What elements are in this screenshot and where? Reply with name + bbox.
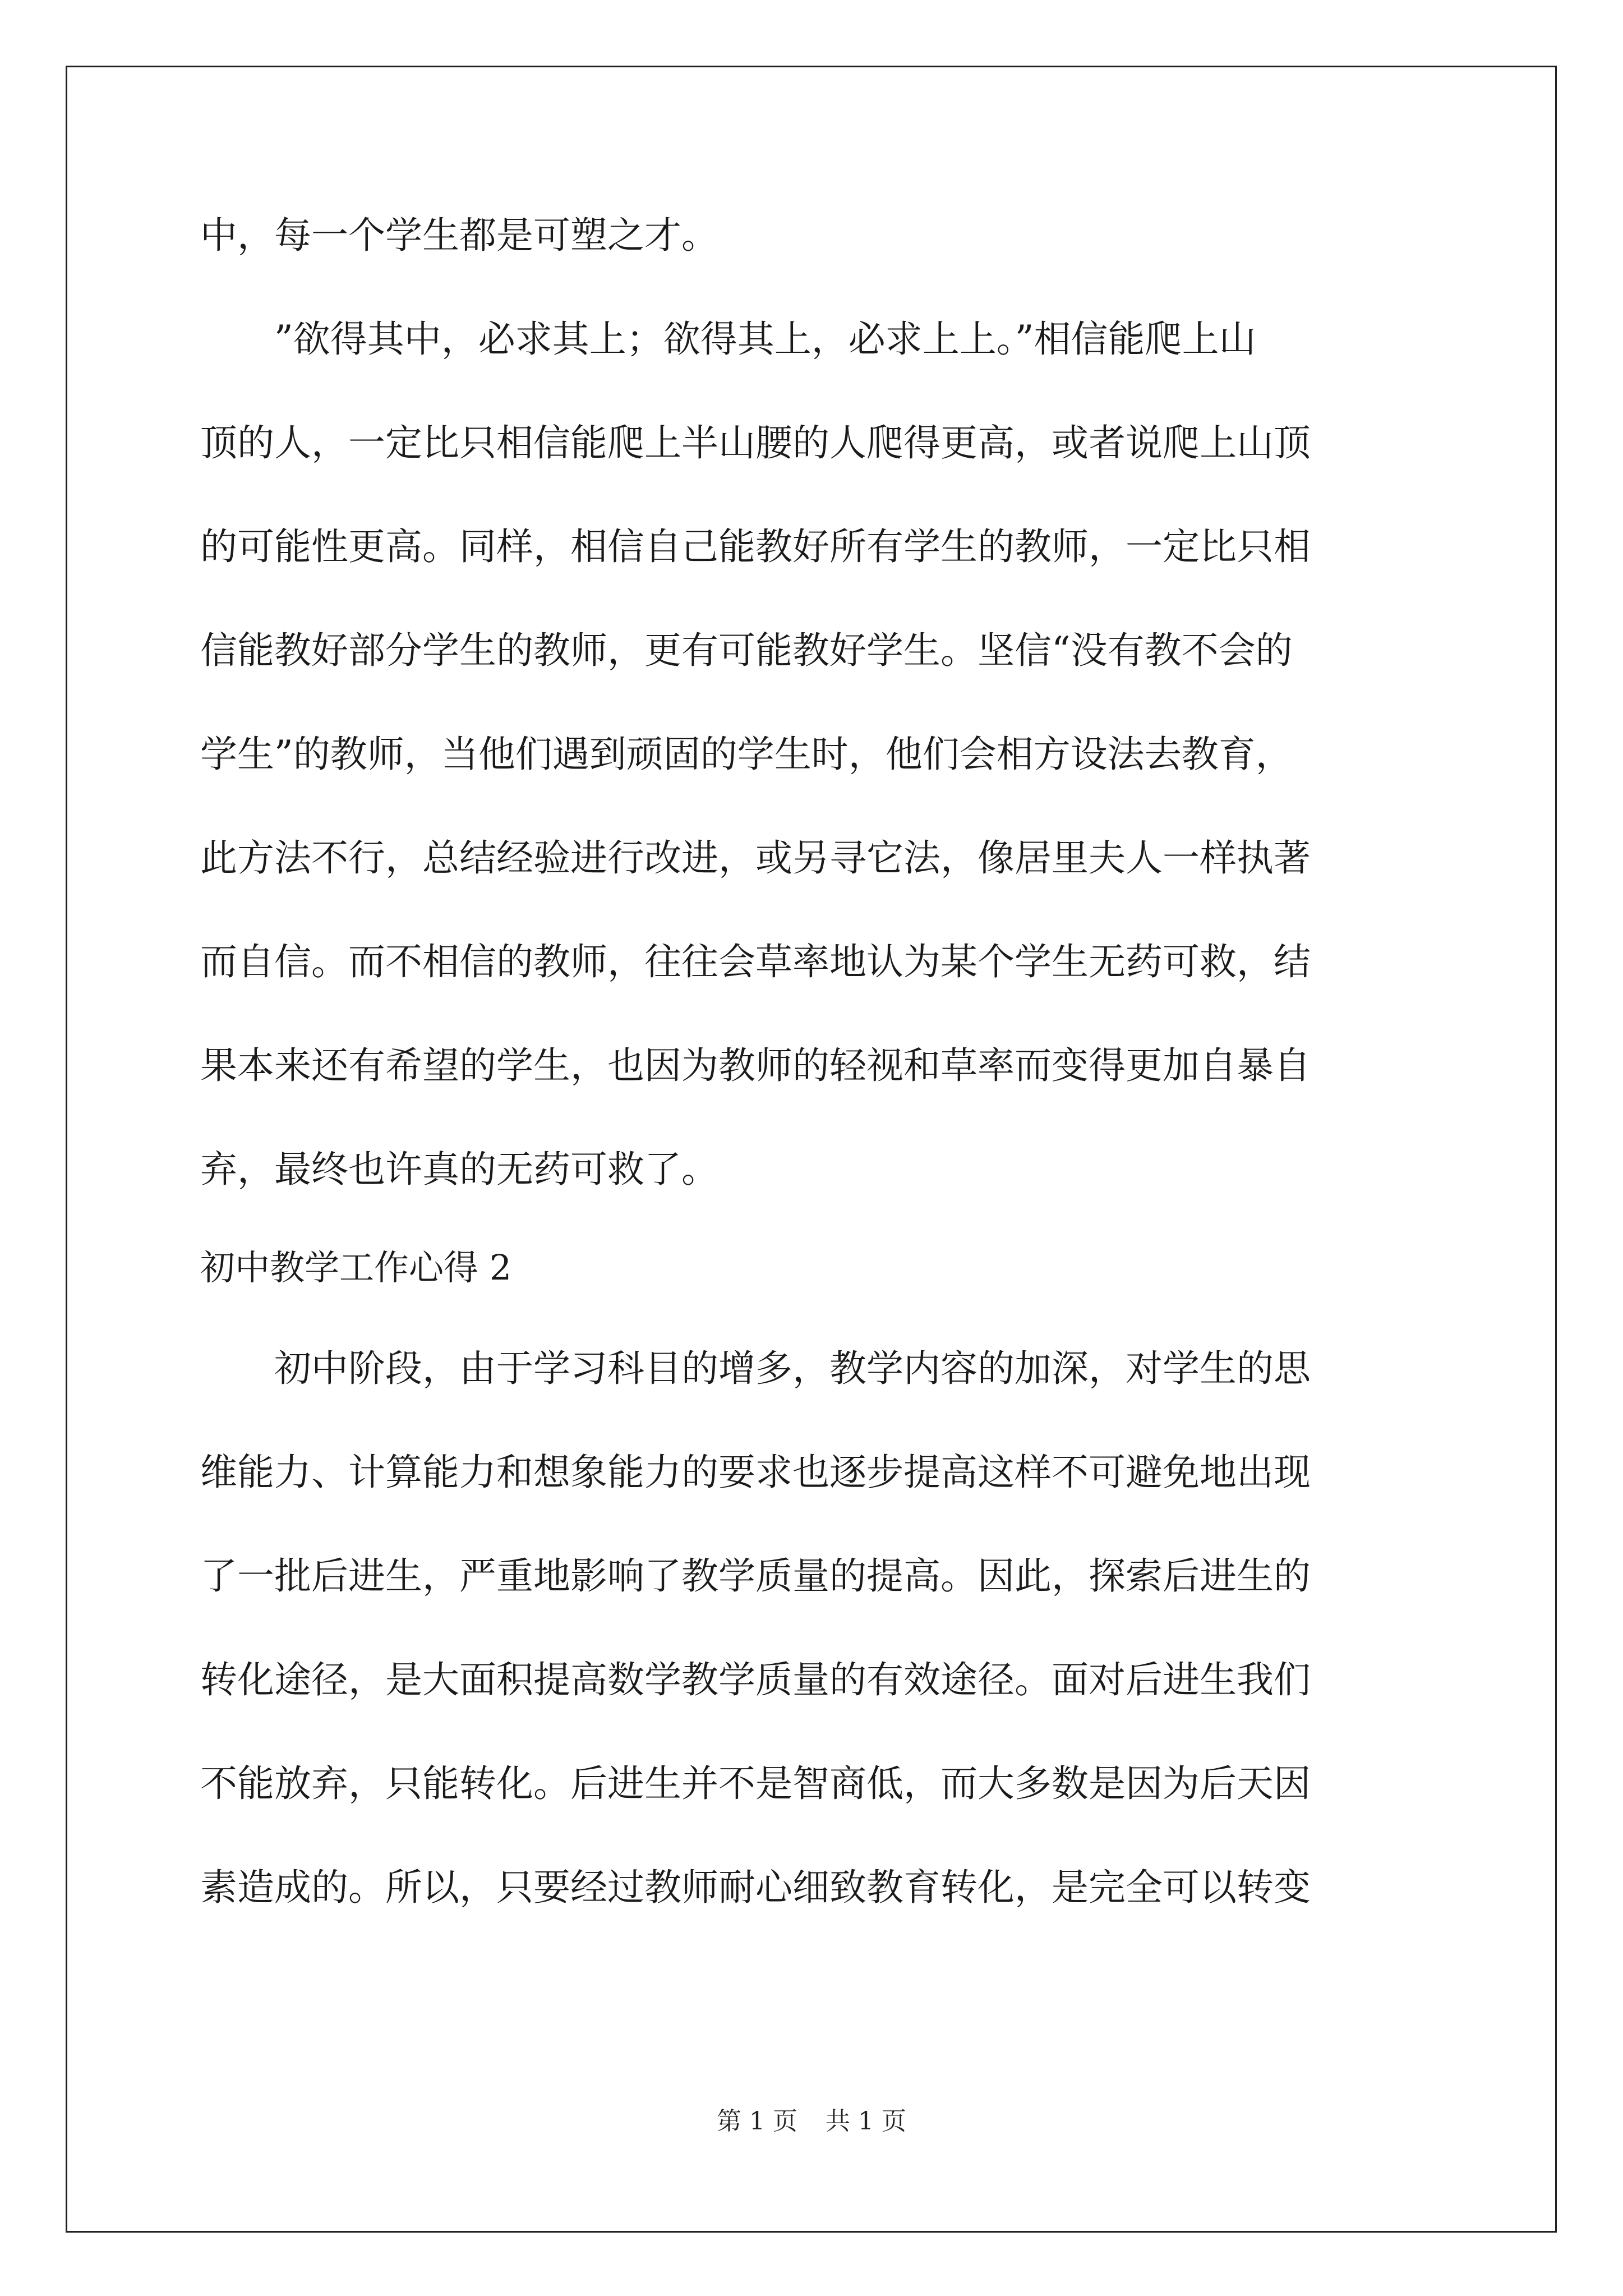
paragraph-2-line-7: 而自信。而不相信的教师，往往会草率地认为某个学生无药可救，结 bbox=[200, 940, 1311, 983]
paragraph-3-line-1: 初中阶段，由于学习科目的增多，教学内容的加深，对学生的思 bbox=[200, 1347, 1311, 1390]
paragraph-2-line-9: 弃，最终也许真的无药可救了。 bbox=[200, 1148, 718, 1191]
paragraph-3-line-5: 不能放弃，只能转化。后进生并不是智商低，而大多数是因为后天因 bbox=[200, 1762, 1311, 1805]
paragraph-3-line-3: 了一批后进生，严重地影响了教学质量的提高。因此，探索后进生的 bbox=[200, 1554, 1311, 1598]
page-footer bbox=[0, 2101, 1623, 2137]
page-total: 共 1 页 bbox=[826, 2107, 906, 2136]
paragraph-2-line-1: ”欲得其中，必求其上；欲得其上，必求上上。”相信能爬上山 bbox=[200, 318, 1256, 361]
paragraph-2-line-3: 的可能性更高。同样，相信自己能教好所有学生的教师，一定比只相 bbox=[200, 525, 1311, 568]
paragraph-2-line-2: 顶的人，一定比只相信能爬上半山腰的人爬得更高，或者说爬上山顶 bbox=[200, 421, 1311, 464]
paragraph-2-line-8: 果本来还有希望的学生，也因为教师的轻视和草率而变得更加自暴自 bbox=[200, 1044, 1311, 1087]
paragraph-2-line-4: 信能教好部分学生的教师，更有可能教好学生。坚信“没有教不会的 bbox=[200, 629, 1293, 672]
paragraph-2-line-5: 学生”的教师，当他们遇到顽固的学生时，他们会相方设法去教育， bbox=[200, 733, 1293, 776]
page-number: 第 1 页 bbox=[717, 2107, 797, 2136]
paragraph-3-line-2: 维能力、计算能力和想象能力的要求也逐步提高这样不可避免地出现 bbox=[200, 1451, 1311, 1494]
paragraph-1-line-1: 中，每一个学生都是可塑之才。 bbox=[200, 214, 718, 257]
section-heading: 初中教学工作心得 2 bbox=[200, 1247, 512, 1288]
paragraph-2-line-6: 此方法不行，总结经验进行改进，或另寻它法，像居里夫人一样执著 bbox=[200, 836, 1311, 880]
paragraph-3-line-6: 素造成的。所以，只要经过教师耐心细致教育转化，是完全可以转变 bbox=[200, 1866, 1311, 1909]
paragraph-3-line-4: 转化途径，是大面积提高数学教学质量的有效途径。面对后进生我们 bbox=[200, 1658, 1311, 1701]
